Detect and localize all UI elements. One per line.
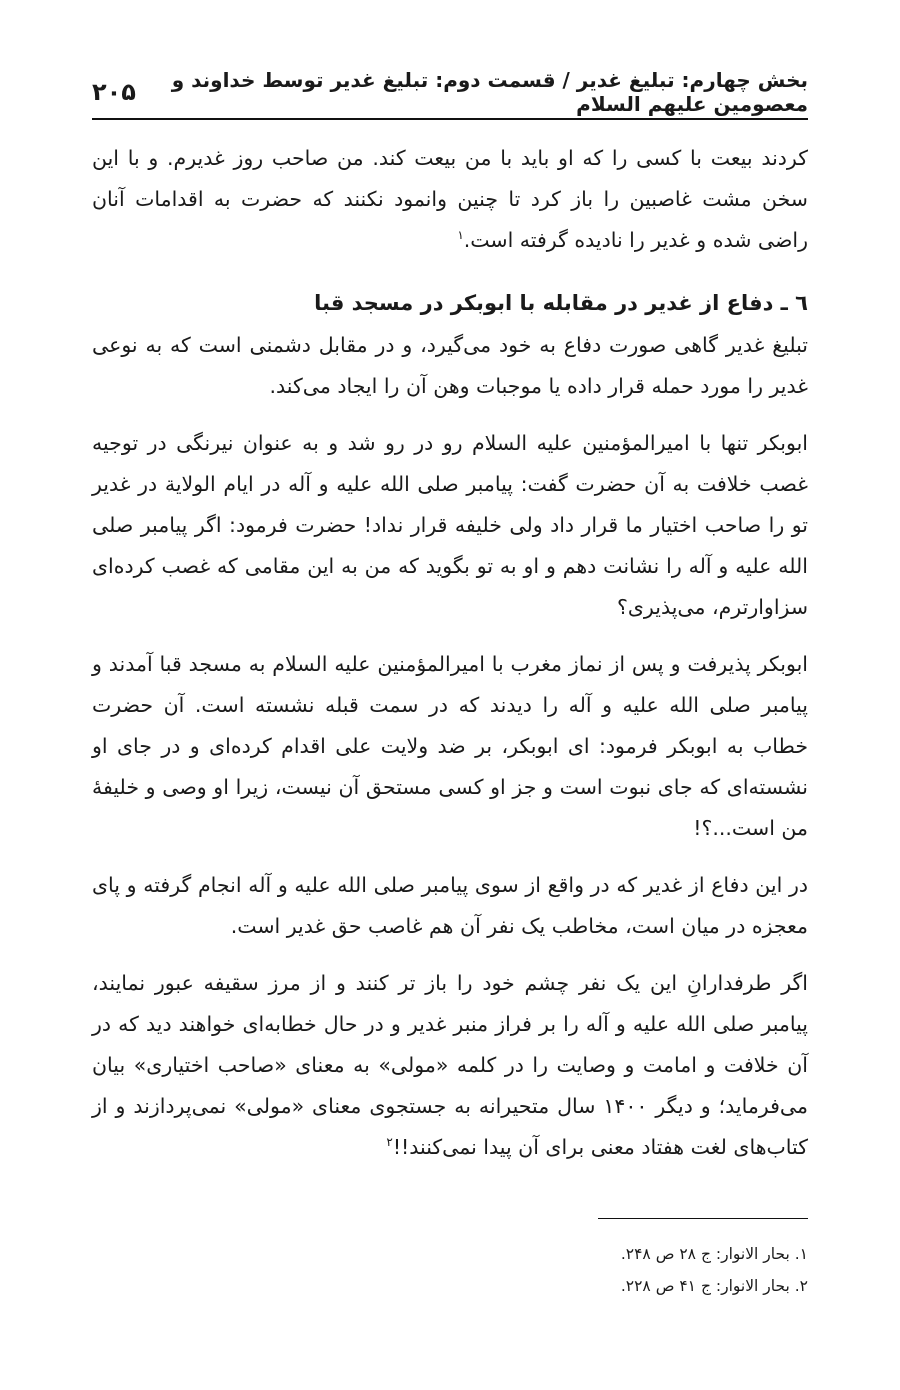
page-number: ۲۰۵ xyxy=(92,78,136,106)
page-header xyxy=(92,68,808,116)
paragraph-text: کردند بیعت با کسی را که او باید با من بیعت کند. من صاحب روز غدیرم. و با این سخن مشت غاصبین را باز کرد تا چنین وانمود نکنند که حضرت به اقدامات آنان راضی شده و غدیر را نادیده گرفته است. xyxy=(92,146,808,252)
header-divider xyxy=(92,118,808,120)
paragraph-mawla-meaning xyxy=(92,963,808,1168)
paragraph-text: اگر طرفدارانِ این یک نفر چشم خود را باز تر کنند و از مرز سقیفه عبور نمایند، پیامبر صلی الله علیه و آله را بر فراز منبر غدیر و در حال خطابه‌ای خواهند دید که در آن خلافت و امامت و وصایت را در کلمه «مولی» به معنای «صاحب اختیاری» بیان می‌فرماید؛ و دیگر ۱۴۰۰ سال متحیرانه به جستجوی معنای «مولی» نمی‌پردازند و از کتاب‌های لغت هفتاد معنی برای آن پیدا نمی‌کنند!! xyxy=(92,971,808,1159)
footnote-marker-2: ۲ xyxy=(386,1135,393,1150)
section-heading: ٦ ـ دفاع از غدیر در مقابله با ابوبکر در مسجد قبا xyxy=(314,291,808,315)
footnote-marker-1: ۱ xyxy=(457,228,464,243)
footnote-divider xyxy=(598,1218,808,1219)
running-title: بخش چهارم: تبلیغ غدیر / قسمت دوم: تبلیغ غدیر توسط خداوند و معصومین علیهم السلام xyxy=(171,68,808,116)
footnote-2: ۲. بحار الانوار: ج ۴۱ ص ۲۲۸. xyxy=(620,1277,808,1295)
paragraph-defense: در این دفاع از غدیر که در واقع از سوی پیامبر صلی الله علیه و آله انجام گرفته و پای معجزه در میان است، مخاطب یک نفر آن هم غاصب حق غدیر است. xyxy=(92,873,808,938)
footnote-1: ۱. بحار الانوار: ج ۲۸ ص ۲۴۸. xyxy=(620,1245,808,1263)
paragraph-abubakr-confrontation: ابوبکر تنها با امیرالمؤمنین علیه السلام رو در رو شد و به عنوان نیرنگی در توجیه غصب خلافت به آن حضرت گفت: پیامبر صلی الله علیه و آله در ایام الولایة در غدیر تو را صاحب اختیار ما قرار داد ولی خلیفه قرار نداد! حضرت فرمود: اگر پیامبر صلی الله علیه و آله را نشانت دهم و او به تو بگوید که من به این مقامی که غصب کرده‌ای سزاوارترم، می‌پذیری؟ xyxy=(92,431,808,619)
paragraph-intro: تبلیغ غدیر گاهی صورت دفاع به خود می‌گیرد، و در مقابل دشمنی است که به نوعی غدیر را مورد حمله قرار داده یا موجبات وهن آن را ایجاد می‌کند. xyxy=(92,333,808,398)
footnotes xyxy=(92,1238,808,1302)
paragraph-masjid-quba: ابوبکر پذیرفت و پس از نماز مغرب با امیرالمؤمنین علیه السلام به مسجد قبا آمدند و پیامبر صلی الله علیه و آله را دیدند که در سمت قبله نشسته است. آن حضرت خطاب به ابوبکر فرمود: ای ابوبکر، بر ضد ولایت علی اقدام کرده‌ای و در جای او نشسته‌ای که جای نبوت است و جز او کسی مستحق آن نیست، زیرا او وصی و خلیفهٔ من است...؟! xyxy=(92,652,808,840)
body-text xyxy=(92,138,808,1184)
paragraph-continued xyxy=(92,138,808,261)
